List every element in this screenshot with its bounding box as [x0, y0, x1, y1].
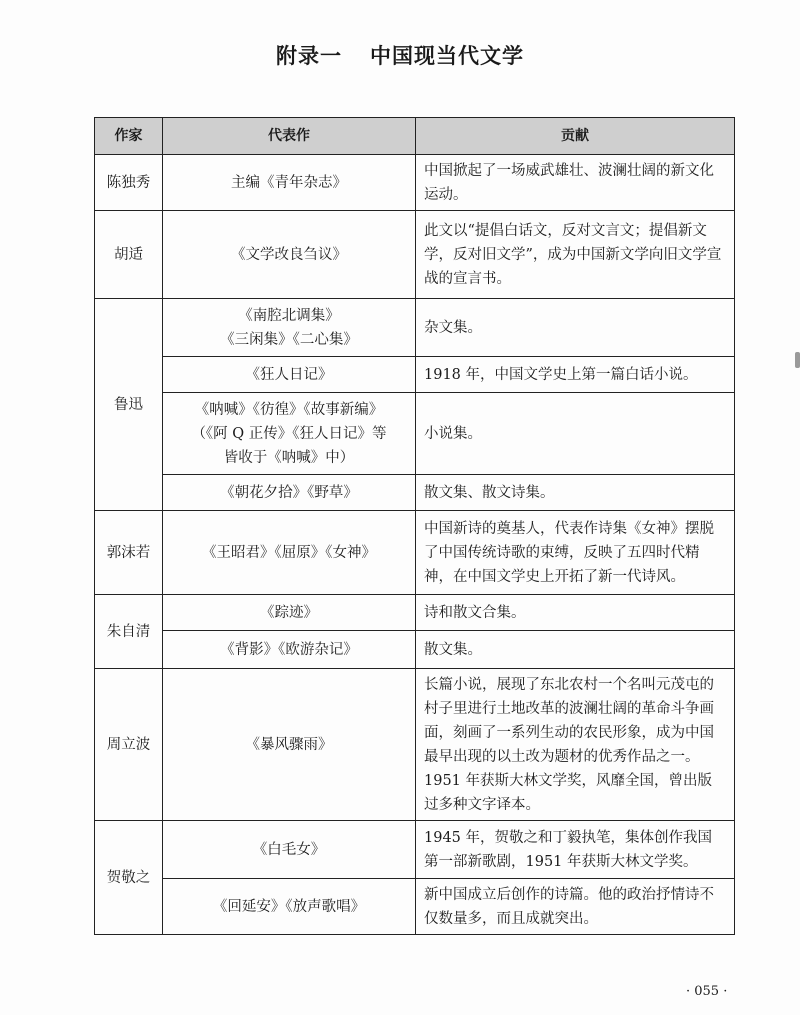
header-work: 代表作: [163, 118, 416, 155]
work-cell: 《狂人日记》: [163, 357, 416, 393]
work-cell: 《文学改良刍议》: [163, 211, 416, 299]
header-author: 作家: [95, 118, 163, 155]
author-cell: 朱自清: [95, 595, 163, 669]
work-cell: 《回延安》《放声歌唱》: [163, 879, 416, 935]
appendix-label: 附录一: [276, 44, 342, 68]
work-cell: 《王昭君》《屈原》《女神》: [163, 511, 416, 595]
table-row: [95, 821, 735, 879]
contribution-cell: 此文以“提倡白话文，反对文言文；提倡新文学，反对旧文学”，成为中国新文学向旧文学宣战的宣言书。: [416, 211, 735, 299]
work-cell: [163, 299, 416, 357]
work-cell: 《暴风骤雨》: [163, 669, 416, 821]
contribution-cell: 散文集。: [416, 631, 735, 669]
literature-table: [94, 117, 735, 935]
table-row: [95, 475, 735, 511]
table-row: [95, 595, 735, 631]
author-cell: 胡适: [95, 211, 163, 299]
work-cell: 《踪迹》: [163, 595, 416, 631]
work-cell: 《白毛女》: [163, 821, 416, 879]
table-row: [95, 357, 735, 393]
work-line: 《呐喊》《彷徨》《故事新编》: [194, 401, 384, 418]
work-cell: 主编《青年杂志》: [163, 155, 416, 211]
author-cell: 贺敬之: [95, 821, 163, 935]
work-line: 《南腔北调集》: [238, 307, 340, 324]
table-row: [95, 299, 735, 357]
header-contribution: 贡献: [416, 118, 735, 155]
appendix-subject: 中国现当代文学: [370, 44, 524, 68]
table-row: [95, 631, 735, 669]
work-cell: 《背影》《欧游杂记》: [163, 631, 416, 669]
author-cell: 郭沫若: [95, 511, 163, 595]
author-cell: 鲁迅: [95, 299, 163, 511]
work-cell: 《朝花夕拾》《野草》: [163, 475, 416, 511]
author-cell: 周立波: [95, 669, 163, 821]
scroll-handle[interactable]: [795, 352, 800, 368]
contribution-cell: 中国掀起了一场威武雄壮、波澜壮阔的新文化运动。: [416, 155, 735, 211]
work-line: （《阿 Q 正传》《狂人日记》等: [191, 425, 387, 442]
page-number: · 055 ·: [686, 984, 728, 999]
contribution-cell: 1945 年，贺敬之和丁毅执笔，集体创作我国第一部新歌剧，1951 年获斯大林文学奖。: [416, 821, 735, 879]
contribution-cell: 小说集。: [416, 393, 735, 475]
table-row: [95, 155, 735, 211]
author-cell: 陈独秀: [95, 155, 163, 211]
table-row: [95, 393, 735, 475]
contribution-cell: 中国新诗的奠基人，代表作诗集《女神》摆脱了中国传统诗歌的束缚，反映了五四时代精神，在中国文学史上开拓了新一代诗风。: [416, 511, 735, 595]
table-row: [95, 879, 735, 935]
page-title: [0, 40, 800, 70]
table-header-row: [95, 118, 735, 155]
table-row: [95, 511, 735, 595]
contribution-cell: 新中国成立后创作的诗篇。他的政治抒情诗不仅数量多，而且成就突出。: [416, 879, 735, 935]
table-row: [95, 669, 735, 821]
work-line: 《三闲集》《二心集》: [220, 331, 358, 348]
contribution-cell: 1918 年，中国文学史上第一篇白话小说。: [416, 357, 735, 393]
table-row: [95, 211, 735, 299]
contribution-cell: 散文集、散文诗集。: [416, 475, 735, 511]
contribution-cell: 杂文集。: [416, 299, 735, 357]
work-cell: [163, 393, 416, 475]
contribution-cell: 长篇小说，展现了东北农村一个名叫元茂屯的村子里进行土地改革的波澜壮阔的革命斗争画面，刻画了一系列生动的农民形象，成为中国最早出现的以土改为题材的优秀作品之一。1951 年获斯大林文学奖，风靡全国，曾出版过多种文字译本。: [416, 669, 735, 821]
contribution-cell: 诗和散文合集。: [416, 595, 735, 631]
work-line: 皆收于《呐喊》中）: [223, 449, 355, 466]
